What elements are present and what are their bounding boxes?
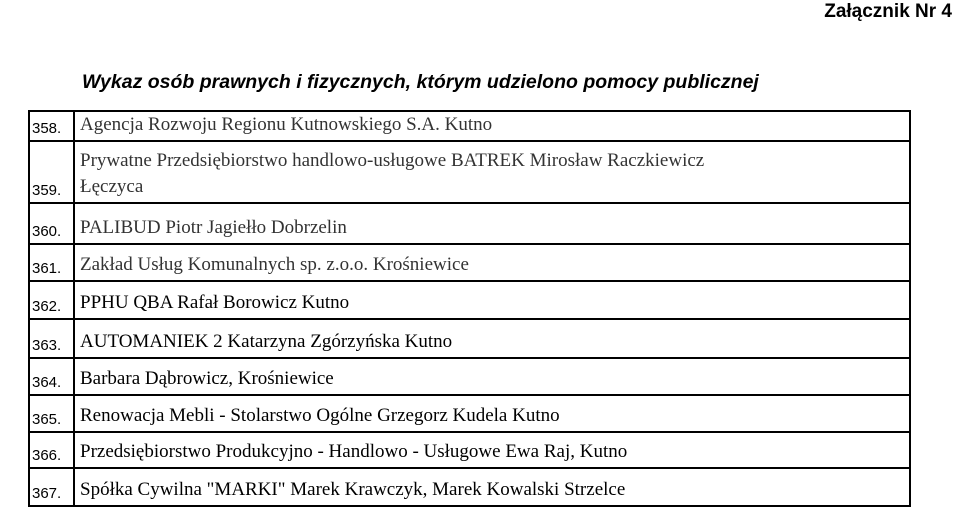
row-name [75,320,909,357]
row-name-line: Spółka Cywilna "MARKI" Marek Krawczyk, Marek Kowalski Strzelce [80,479,626,500]
row-number: 363. [30,320,75,357]
table-row [30,282,909,320]
row-name-line: Barbara Dąbrowicz, Krośniewice [80,368,334,389]
row-number: 361. [30,245,75,280]
row-name-line: Zakład Usług Komunalnych sp. z.o.o. Krośniewice [80,254,469,275]
row-name [75,112,909,140]
table-row [30,245,909,282]
table-row [30,112,909,142]
document-title: Wykaz osób prawnych i fizycznych, którym udzielono pomocy publicznej [82,71,759,93]
row-name [75,359,909,394]
row-number: 364. [30,359,75,394]
row-name [75,282,909,318]
row-name-line: PPHU QBA Rafał Borowicz Kutno [80,292,350,313]
row-number: 366. [30,433,75,467]
row-name [75,469,909,505]
row-number: 367. [30,469,75,505]
table-row [30,396,909,433]
row-name [75,142,909,202]
row-name-line: Łęczyca [80,176,144,197]
table-row [30,469,909,505]
annex-label: Załącznik Nr 4 [824,1,952,22]
row-name-line: Prywatne Przedsiębiorstwo handlowo-usługowe BATREK Mirosław Raczkiewicz [80,150,705,171]
row-number: 359. [30,142,75,202]
table-row [30,359,909,396]
row-name-line: AUTOMANIEK 2 Katarzyna Zgórzyńska Kutno [80,331,453,352]
row-name [75,433,909,467]
table-row [30,204,909,245]
table-row [30,433,909,469]
row-name-line: Renowacja Mebli - Stolarstwo Ogólne Grzegorz Kudela Kutno [80,405,560,426]
table-row [30,320,909,359]
row-name [75,396,909,431]
row-name [75,245,909,280]
row-number: 360. [30,204,75,243]
row-number: 362. [30,282,75,318]
row-number: 365. [30,396,75,431]
row-name-line: Przedsiębiorstwo Produkcyjno - Handlowo - Usługowe Ewa Raj, Kutno [80,441,628,462]
row-name-line: PALIBUD Piotr Jagiełło Dobrzelin [80,217,347,238]
table-row [30,142,909,204]
row-name [75,204,909,243]
row-number: 358. [30,112,75,140]
row-name-line: Agencja Rozwoju Regionu Kutnowskiego S.A. Kutno [80,114,493,135]
beneficiary-table [28,110,911,507]
